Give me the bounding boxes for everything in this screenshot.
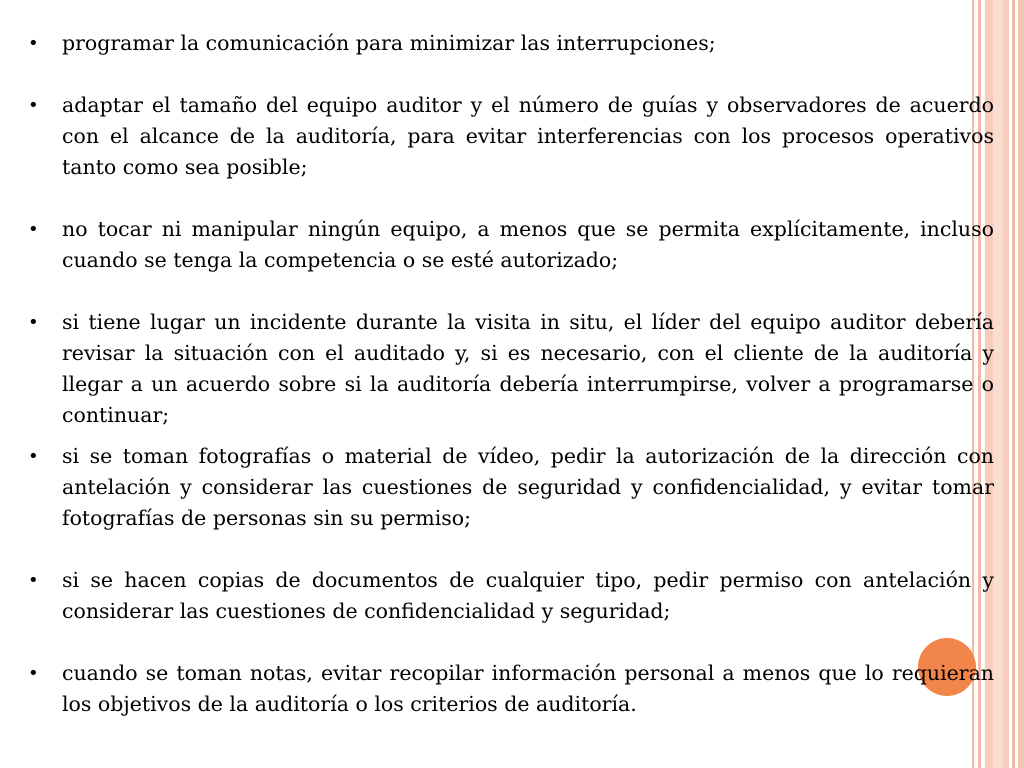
list-item-text: adaptar el tamaño del equipo auditor y el número de guías y observadores de acuerdo con el alcance de la auditoría, para evitar interferencias con los procesos operativos tanto como sea posible; — [62, 93, 994, 179]
bullet-icon: • — [28, 446, 39, 467]
bullet-icon: • — [28, 570, 39, 591]
bullet-list — [28, 28, 994, 720]
bullet-icon: • — [28, 312, 39, 333]
stripe — [993, 0, 1003, 768]
bullet-icon: • — [28, 663, 39, 684]
list-item — [28, 441, 994, 534]
list-item-text: programar la comunicación para minimizar las interrupciones; — [62, 31, 716, 55]
list-item — [28, 658, 994, 720]
list-item-text: no tocar ni manipular ningún equipo, a menos que se permita explícitamente, incluso cuando se tenga la competencia o se esté autorizado; — [62, 217, 994, 272]
bullet-icon: • — [28, 219, 39, 240]
list-item — [28, 214, 994, 276]
slide-content — [28, 28, 994, 720]
list-item — [28, 28, 994, 59]
list-item-text: si se toman fotografías o material de vídeo, pedir la autorización de la dirección con antelación y considerar las cuestiones de seguridad y confidencialidad, y evitar tomar fotografías de personas sin su permiso; — [62, 444, 994, 530]
stripe — [1003, 0, 1009, 768]
list-item-text: si se hacen copias de documentos de cualquier tipo, pedir permiso con antelación y considerar las cuestiones de confidencialidad y seguridad; — [62, 568, 994, 623]
bullet-icon: • — [28, 95, 39, 116]
list-item — [28, 90, 994, 183]
list-item — [28, 565, 994, 627]
list-item-text: si tiene lugar un incidente durante la visita in situ, el líder del equipo auditor debería revisar la situación con el auditado y, si es necesario, con el cliente de la auditoría y llegar a un acuerdo sobre si la auditoría debería interrumpirse, volver a programarse o continuar; — [62, 310, 994, 427]
stripe — [1012, 0, 1015, 768]
bullet-icon: • — [28, 33, 39, 54]
list-item — [28, 307, 994, 431]
list-item-text: cuando se toman notas, evitar recopilar información personal a menos que lo requieran los objetivos de la auditoría o los criterios de auditoría. — [62, 661, 994, 716]
stripe — [1018, 0, 1024, 768]
